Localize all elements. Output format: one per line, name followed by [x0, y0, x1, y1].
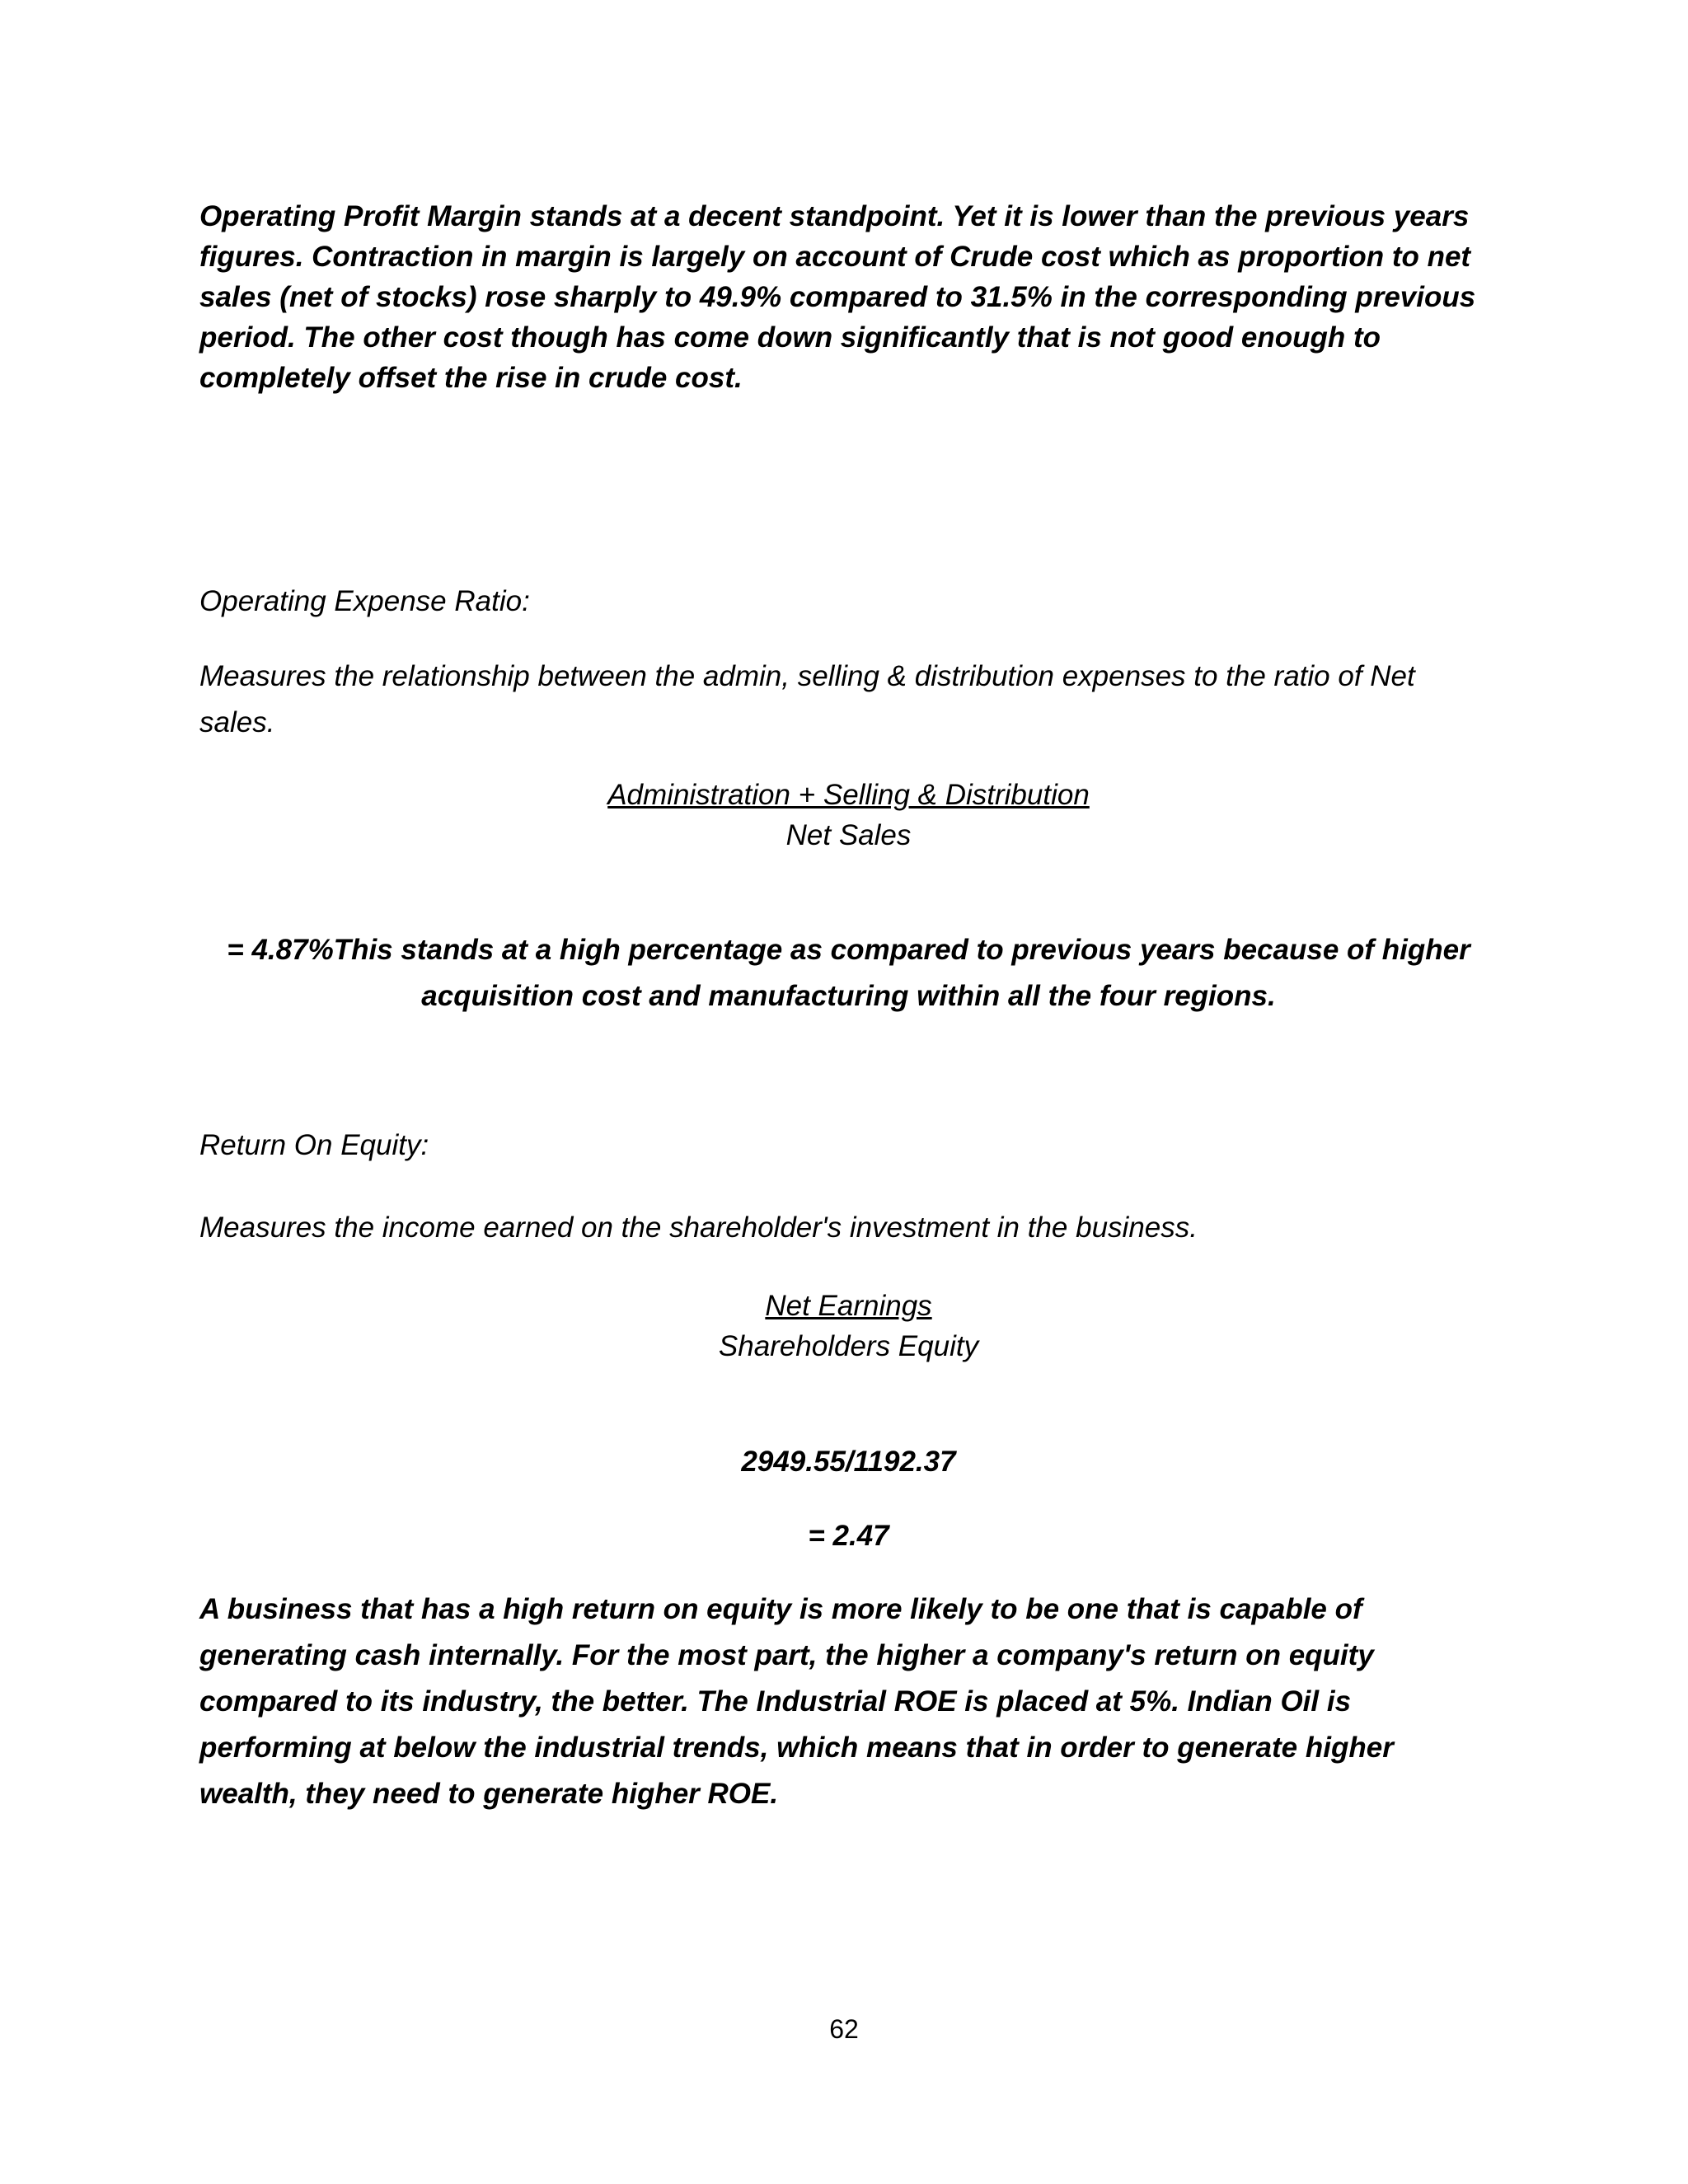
- roe-formula: [199, 1286, 1498, 1366]
- formula-numerator: Administration + Selling & Distribution: [607, 779, 1090, 811]
- roe-calculation: 2949.55/1192.37: [741, 1446, 956, 1478]
- formula-numerator: Net Earnings: [765, 1290, 932, 1322]
- formula-denominator: Shareholders Equity: [718, 1330, 979, 1362]
- roe-conclusion: A business that has a high return on equity is more likely to be one that is capable of generating cash internally. For the most part, the higher a company's return on equity compared to its industry, the better. The Industrial ROE is placed at 5%. Indian Oil is performing at below the industrial trends, which means that in order to generate higher wealth, they need to generate higher ROE.: [199, 1593, 1394, 1810]
- formula-denominator: Net Sales: [785, 819, 912, 851]
- formula-numerator-line: [199, 1286, 1498, 1326]
- roe-result: = 2.47: [808, 1520, 889, 1552]
- operating-expense-description: Measures the relationship between the admin, selling & distribution expenses to the ratio of Net sales.: [199, 660, 1415, 738]
- intro-paragraph: Operating Profit Margin stands at a decent standpoint. Yet it is lower than the previous years figures. Contraction in margin is largely on account of Crude cost which as proportion to net sales (net of stocks) rose sharply to 49.9% compared to 31.5% in the corresponding previous period. The other cost though has come down significantly that is not good enough to completely offset the rise in crude cost.: [199, 200, 1476, 394]
- operating-expense-result: = 4.87%This stands at a high percentage as compared to previous years because of higher acquisition cost and manufacturing within all the four regions.: [227, 934, 1470, 1012]
- operating-expense-formula: [199, 775, 1498, 855]
- roe-heading: Return On Equity:: [199, 1129, 429, 1161]
- page-number: 62: [829, 2014, 859, 2044]
- roe-description: Measures the income earned on the shareholder's investment in the business.: [199, 1212, 1198, 1244]
- operating-expense-heading: Operating Expense Ratio:: [199, 585, 530, 617]
